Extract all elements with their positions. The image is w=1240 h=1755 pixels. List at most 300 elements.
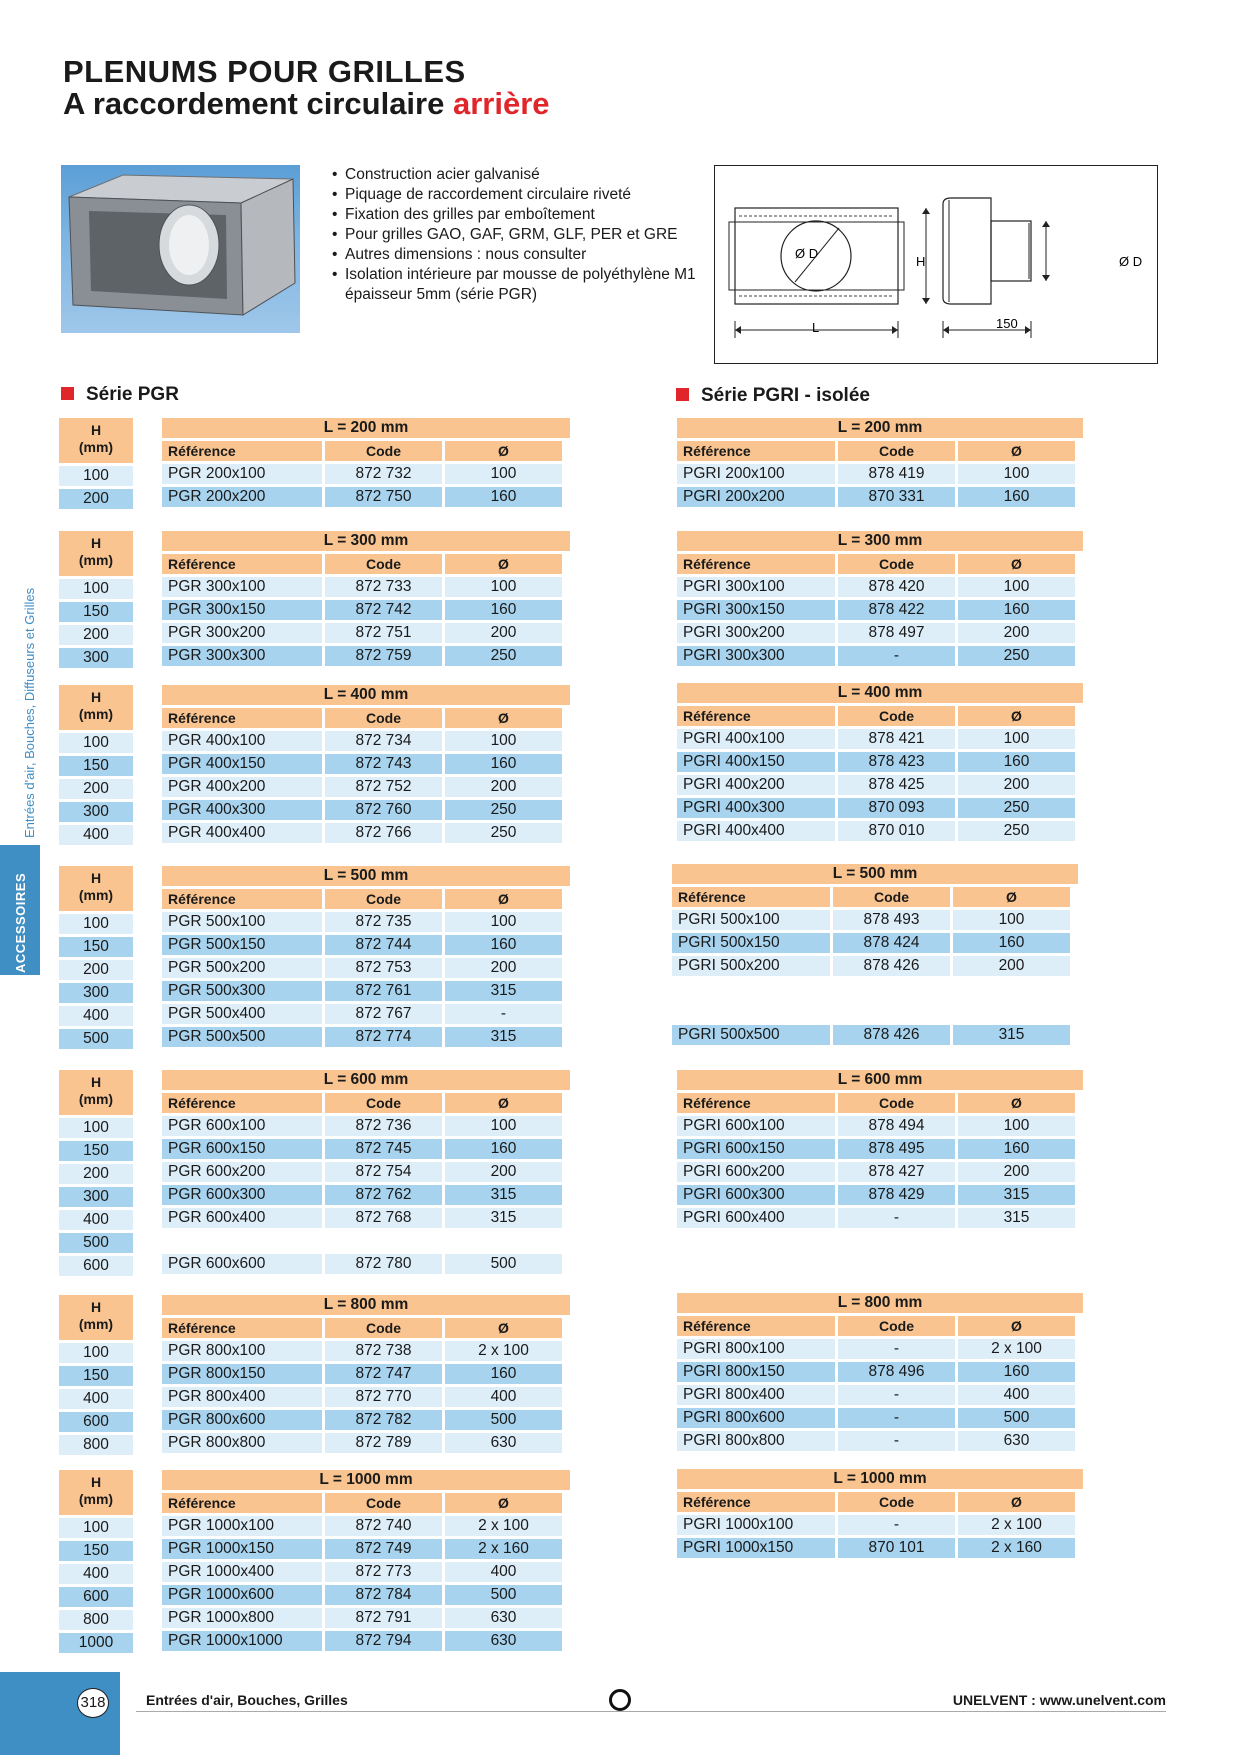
table-row (162, 731, 570, 752)
column-header-dia: Ø (958, 554, 1075, 575)
table-cell: 315 (445, 1185, 562, 1206)
column-header-dia: Ø (958, 1492, 1075, 1513)
table-row (162, 1631, 570, 1652)
page-number: 318 (77, 1688, 109, 1718)
table-cell: PGR 800x400 (162, 1387, 322, 1408)
table-row (162, 1562, 570, 1583)
circle-icon (609, 1689, 631, 1711)
table-cell: 160 (445, 600, 562, 621)
height-value: 100 (59, 579, 133, 600)
table-cell: 160 (958, 752, 1075, 773)
table-row (162, 935, 570, 956)
table-cell: PGRI 200x200 (677, 487, 835, 508)
table-cell: 878 420 (838, 577, 955, 598)
table-cell (833, 979, 950, 1000)
column-header-dia: Ø (953, 887, 1070, 908)
height-value: 600 (59, 1412, 133, 1433)
table-cell: 160 (958, 1139, 1075, 1160)
table-cell: PGR 800x100 (162, 1341, 322, 1362)
table-row (162, 646, 570, 667)
table-cell: 872 747 (325, 1364, 442, 1385)
length-title: L = 500 mm (162, 866, 570, 886)
table-cell: PGRI 500x150 (672, 933, 830, 954)
table-row (162, 1433, 570, 1454)
column-header-code: Code (325, 708, 442, 729)
table-cell: PGR 500x500 (162, 1027, 322, 1048)
table-header-row (677, 441, 1083, 462)
table-cell (672, 979, 830, 1000)
table-cell: PGR 1000x150 (162, 1539, 322, 1560)
feature-item: • Piquage de raccordement circulaire riveté (330, 185, 715, 205)
footer-divider (136, 1711, 1166, 1712)
table-cell: 872 770 (325, 1387, 442, 1408)
table-cell: PGRI 800x600 (677, 1408, 835, 1429)
height-value: 400 (59, 1389, 133, 1410)
column-header-code: Code (833, 887, 950, 908)
table-cell: 200 (445, 623, 562, 644)
length-title: L = 800 mm (677, 1293, 1083, 1313)
table-cell: - (838, 1431, 955, 1452)
table-cell: 872 759 (325, 646, 442, 667)
height-value: 150 (59, 1366, 133, 1387)
table-cell: 2 x 100 (445, 1341, 562, 1362)
column-header-dia: Ø (445, 1318, 562, 1339)
diagram-label-l: L (812, 320, 820, 335)
table-row (162, 823, 570, 844)
table-cell: PGR 400x200 (162, 777, 322, 798)
table-row (677, 1162, 1083, 1183)
table-cell: 250 (445, 823, 562, 844)
height-column (59, 1295, 133, 1455)
table-cell: PGRI 600x100 (677, 1116, 835, 1137)
table-cell: 878 494 (838, 1116, 955, 1137)
table-cell: PGRI 800x150 (677, 1362, 835, 1383)
table-row (672, 933, 1078, 954)
page-title-line2 (63, 86, 550, 122)
table-cell: PGRI 400x100 (677, 729, 835, 750)
column-header-code: Code (325, 441, 442, 462)
technical-diagram (714, 165, 1158, 364)
table-cell: 160 (953, 933, 1070, 954)
height-header (59, 1470, 133, 1515)
table-row (162, 754, 570, 775)
table-row (672, 910, 1078, 931)
table-row (672, 1002, 1078, 1023)
table-cell: 872 773 (325, 1562, 442, 1583)
pgr-table (162, 531, 570, 666)
table-row (162, 1387, 570, 1408)
column-header-dia: Ø (445, 1093, 562, 1114)
table-cell: - (445, 1004, 562, 1025)
table-cell: PGR 200x200 (162, 487, 322, 508)
table-cell: PGRI 300x100 (677, 577, 835, 598)
column-header-code: Code (838, 554, 955, 575)
table-row (162, 1185, 570, 1206)
diagram-label-150: 150 (996, 316, 1018, 331)
table-cell (833, 1002, 950, 1023)
table-cell: 870 010 (838, 821, 955, 842)
height-header (59, 1295, 133, 1340)
table-cell: 872 749 (325, 1539, 442, 1560)
column-header-ref: Référence (162, 708, 322, 729)
table-cell: 315 (953, 1025, 1070, 1046)
height-label: H (90, 689, 102, 705)
table-row (677, 775, 1083, 796)
product-photo (61, 165, 300, 333)
table-row (162, 487, 570, 508)
table-cell: 200 (958, 623, 1075, 644)
height-unit: (mm) (78, 1316, 114, 1332)
table-row (162, 577, 570, 598)
pgri-table (677, 683, 1083, 841)
column-header-dia: Ø (958, 706, 1075, 727)
table-row (162, 1116, 570, 1137)
height-value: 200 (59, 960, 133, 981)
column-header-ref: Référence (672, 887, 830, 908)
height-value: 150 (59, 602, 133, 623)
height-value: 400 (59, 1210, 133, 1231)
table-cell: PGR 400x150 (162, 754, 322, 775)
table-cell: 100 (445, 464, 562, 485)
table-cell: 872 784 (325, 1585, 442, 1606)
height-value: 400 (59, 1564, 133, 1585)
table-row (162, 1027, 570, 1048)
table-cell: 100 (445, 577, 562, 598)
table-cell: 200 (445, 958, 562, 979)
table-cell: PGR 1000x600 (162, 1585, 322, 1606)
column-header-code: Code (838, 441, 955, 462)
table-cell: PGR 800x800 (162, 1433, 322, 1454)
height-label: H (90, 422, 102, 438)
table-cell: 500 (445, 1410, 562, 1431)
table-row (677, 646, 1083, 667)
table-cell: 160 (445, 487, 562, 508)
table-cell: PGRI 500x500 (672, 1025, 830, 1046)
table-cell: PGRI 600x400 (677, 1208, 835, 1229)
height-value: 800 (59, 1435, 133, 1456)
table-cell: - (838, 1515, 955, 1536)
height-column (59, 685, 133, 845)
table-row (677, 623, 1083, 644)
section-title-pgr: Série PGR (61, 384, 179, 406)
length-title: L = 200 mm (677, 418, 1083, 438)
table-header-row (162, 1093, 570, 1114)
table-cell: 870 101 (838, 1538, 955, 1559)
table-cell (953, 1002, 1070, 1023)
page-title-line1: PLENUMS POUR GRILLES (63, 54, 466, 89)
table-cell: PGRI 800x800 (677, 1431, 835, 1452)
table-cell: PGRI 600x200 (677, 1162, 835, 1183)
table-row (677, 798, 1083, 819)
table-cell: 872 791 (325, 1608, 442, 1629)
table-cell: 400 (958, 1385, 1075, 1406)
table-cell (953, 979, 1070, 1000)
table-cell: 872 751 (325, 623, 442, 644)
table-cell: 2 x 100 (958, 1515, 1075, 1536)
column-header-ref: Référence (162, 441, 322, 462)
column-header-ref: Référence (677, 1492, 835, 1513)
table-cell: PGRI 400x150 (677, 752, 835, 773)
table-cell: PGRI 500x200 (672, 956, 830, 977)
feature-item: • Isolation intérieure par mousse de polyéthylène M1 épaisseur 5mm (série PGR) (330, 265, 715, 305)
height-value: 100 (59, 914, 133, 935)
height-value: 150 (59, 1541, 133, 1562)
table-cell: PGR 1000x800 (162, 1608, 322, 1629)
table-cell: 200 (445, 1162, 562, 1183)
column-header-ref: Référence (162, 1093, 322, 1114)
feature-item: • Fixation des grilles par emboîtement (330, 205, 715, 225)
height-value: 200 (59, 779, 133, 800)
table-cell: PGR 300x200 (162, 623, 322, 644)
table-cell: 872 774 (325, 1027, 442, 1048)
table-cell: 160 (445, 935, 562, 956)
table-cell (672, 1002, 830, 1023)
table-cell: 315 (445, 1208, 562, 1229)
table-header-row (677, 1492, 1083, 1513)
table-cell: 872 780 (325, 1254, 442, 1275)
height-value: 300 (59, 983, 133, 1004)
height-header (59, 531, 133, 576)
height-value: 1000 (59, 1633, 133, 1654)
column-header-code: Code (325, 554, 442, 575)
table-row (677, 1431, 1083, 1452)
table-cell: 200 (953, 956, 1070, 977)
length-title: L = 400 mm (162, 685, 570, 705)
height-unit: (mm) (78, 439, 114, 455)
height-column (59, 866, 133, 1049)
table-row (677, 600, 1083, 621)
table-row (677, 1515, 1083, 1536)
length-title: L = 500 mm (672, 864, 1078, 884)
table-cell: PGRI 300x200 (677, 623, 835, 644)
table-cell: 630 (958, 1431, 1075, 1452)
pgri-table (677, 1293, 1083, 1451)
column-header-code: Code (838, 1316, 955, 1337)
table-cell: PGR 600x150 (162, 1139, 322, 1160)
length-title: L = 1000 mm (162, 1470, 570, 1490)
table-row (162, 1516, 570, 1537)
height-value: 400 (59, 825, 133, 846)
height-value: 200 (59, 489, 133, 510)
column-header-dia: Ø (958, 1093, 1075, 1114)
table-cell: PGR 600x300 (162, 1185, 322, 1206)
height-value: 100 (59, 1518, 133, 1539)
table-cell: 100 (953, 910, 1070, 931)
table-cell: 878 496 (838, 1362, 955, 1383)
table-cell: PGRI 1000x150 (677, 1538, 835, 1559)
table-cell: 872 738 (325, 1341, 442, 1362)
length-title: L = 200 mm (162, 418, 570, 438)
table-cell: 250 (445, 646, 562, 667)
table-cell: PGRI 600x150 (677, 1139, 835, 1160)
table-row (162, 623, 570, 644)
table-row (677, 1538, 1083, 1559)
table-cell: PGR 200x100 (162, 464, 322, 485)
table-row (677, 1362, 1083, 1383)
table-cell: PGR 400x100 (162, 731, 322, 752)
column-header-code: Code (838, 1093, 955, 1114)
table-cell: PGR 600x400 (162, 1208, 322, 1229)
height-label: H (90, 535, 102, 551)
table-cell: 315 (958, 1185, 1075, 1206)
height-header (59, 866, 133, 911)
table-row (162, 1254, 570, 1275)
height-value: 600 (59, 1587, 133, 1608)
table-row (162, 1208, 570, 1229)
table-cell: 878 495 (838, 1139, 955, 1160)
height-label: H (90, 870, 102, 886)
table-cell: 872 754 (325, 1162, 442, 1183)
table-cell: 100 (445, 912, 562, 933)
table-cell: 315 (445, 1027, 562, 1048)
footer-brand: UNELVENT : www.unelvent.com (952, 1692, 1166, 1708)
height-value: 300 (59, 802, 133, 823)
table-cell: 872 735 (325, 912, 442, 933)
table-cell (445, 1231, 562, 1252)
height-value: 300 (59, 1187, 133, 1208)
table-cell: - (838, 1339, 955, 1360)
sidebar-subtitle: Entrées d'air, Bouches, Diffuseurs et Grilles (22, 587, 37, 838)
table-cell: PGRI 500x100 (672, 910, 830, 931)
table-cell: 872 768 (325, 1208, 442, 1229)
table-row (162, 800, 570, 821)
height-value: 100 (59, 733, 133, 754)
pgri-table (672, 864, 1078, 1045)
table-cell: 872 743 (325, 754, 442, 775)
table-row (162, 1139, 570, 1160)
diagram-label-d2: Ø D (1119, 254, 1143, 269)
table-cell: 100 (958, 1116, 1075, 1137)
table-cell (325, 1231, 442, 1252)
table-cell: PGR 1000x1000 (162, 1631, 322, 1652)
height-column (59, 1470, 133, 1653)
table-cell: PGRI 1000x100 (677, 1515, 835, 1536)
table-header-row (677, 1316, 1083, 1337)
diagram-label-h: H (916, 254, 926, 269)
height-header (59, 685, 133, 730)
table-cell: 250 (958, 798, 1075, 819)
table-cell: 878 422 (838, 600, 955, 621)
table-header-row (162, 889, 570, 910)
feature-list (330, 165, 715, 305)
table-cell: 630 (445, 1608, 562, 1629)
table-cell: 160 (445, 1139, 562, 1160)
table-row (677, 1185, 1083, 1206)
height-unit: (mm) (78, 1491, 114, 1507)
table-row (162, 958, 570, 979)
table-cell: PGR 300x300 (162, 646, 322, 667)
table-cell: PGR 800x150 (162, 1364, 322, 1385)
table-cell: 200 (958, 775, 1075, 796)
table-cell: PGR 500x400 (162, 1004, 322, 1025)
table-header-row (162, 1318, 570, 1339)
title-main: A raccordement circulaire (63, 86, 445, 121)
height-column (59, 1070, 133, 1276)
table-cell: 200 (445, 777, 562, 798)
table-cell: 400 (445, 1562, 562, 1583)
column-header-ref: Référence (677, 706, 835, 727)
table-cell: 872 782 (325, 1410, 442, 1431)
length-title: L = 400 mm (677, 683, 1083, 703)
height-header (59, 418, 133, 463)
table-cell: PGR 800x600 (162, 1410, 322, 1431)
height-value: 100 (59, 466, 133, 487)
table-cell: PGRI 300x150 (677, 600, 835, 621)
table-cell: 160 (958, 487, 1075, 508)
table-cell: PGRI 800x400 (677, 1385, 835, 1406)
column-header-ref: Référence (677, 1093, 835, 1114)
table-cell: 872 734 (325, 731, 442, 752)
table-cell: - (838, 1208, 955, 1229)
table-header-row (677, 1093, 1083, 1114)
table-cell (162, 1231, 322, 1252)
table-cell: 872 745 (325, 1139, 442, 1160)
column-header-ref: Référence (677, 441, 835, 462)
pgr-table (162, 1295, 570, 1453)
table-cell: 630 (445, 1631, 562, 1652)
table-row (162, 912, 570, 933)
table-cell: 872 744 (325, 935, 442, 956)
height-column (59, 418, 133, 509)
table-cell: 872 753 (325, 958, 442, 979)
table-cell: 870 331 (838, 487, 955, 508)
height-label: H (90, 1299, 102, 1315)
column-header-dia: Ø (958, 1316, 1075, 1337)
table-row (162, 1608, 570, 1629)
table-cell: 100 (958, 464, 1075, 485)
table-cell: 250 (958, 646, 1075, 667)
table-cell: 878 429 (838, 1185, 955, 1206)
table-cell: PGR 1000x400 (162, 1562, 322, 1583)
table-cell: PGR 600x600 (162, 1254, 322, 1275)
column-header-code: Code (838, 1492, 955, 1513)
table-cell: PGR 300x150 (162, 600, 322, 621)
table-cell: 630 (445, 1433, 562, 1454)
column-header-ref: Référence (162, 1318, 322, 1339)
table-cell: PGR 500x100 (162, 912, 322, 933)
height-value: 100 (59, 1118, 133, 1139)
table-cell: 878 425 (838, 775, 955, 796)
table-row (162, 981, 570, 1002)
table-header-row (162, 441, 570, 462)
column-header-dia: Ø (445, 554, 562, 575)
table-cell: 500 (445, 1585, 562, 1606)
table-cell: PGR 500x150 (162, 935, 322, 956)
table-cell: 2 x 100 (958, 1339, 1075, 1360)
table-cell: 2 x 160 (445, 1539, 562, 1560)
pgri-table (677, 531, 1083, 666)
table-row (162, 600, 570, 621)
height-value: 150 (59, 937, 133, 958)
length-title: L = 600 mm (677, 1070, 1083, 1090)
table-row (677, 1408, 1083, 1429)
column-header-dia: Ø (445, 441, 562, 462)
table-cell: - (838, 1408, 955, 1429)
table-row (162, 777, 570, 798)
height-label: H (90, 1474, 102, 1490)
height-value: 400 (59, 1006, 133, 1027)
table-cell: 400 (445, 1387, 562, 1408)
table-cell: PGR 600x200 (162, 1162, 322, 1183)
table-cell: 250 (445, 800, 562, 821)
table-cell: 878 497 (838, 623, 955, 644)
height-value: 150 (59, 1141, 133, 1162)
column-header-code: Code (325, 1318, 442, 1339)
column-header-code: Code (325, 1493, 442, 1514)
table-row (677, 1116, 1083, 1137)
height-value: 800 (59, 1610, 133, 1631)
height-value: 200 (59, 625, 133, 646)
